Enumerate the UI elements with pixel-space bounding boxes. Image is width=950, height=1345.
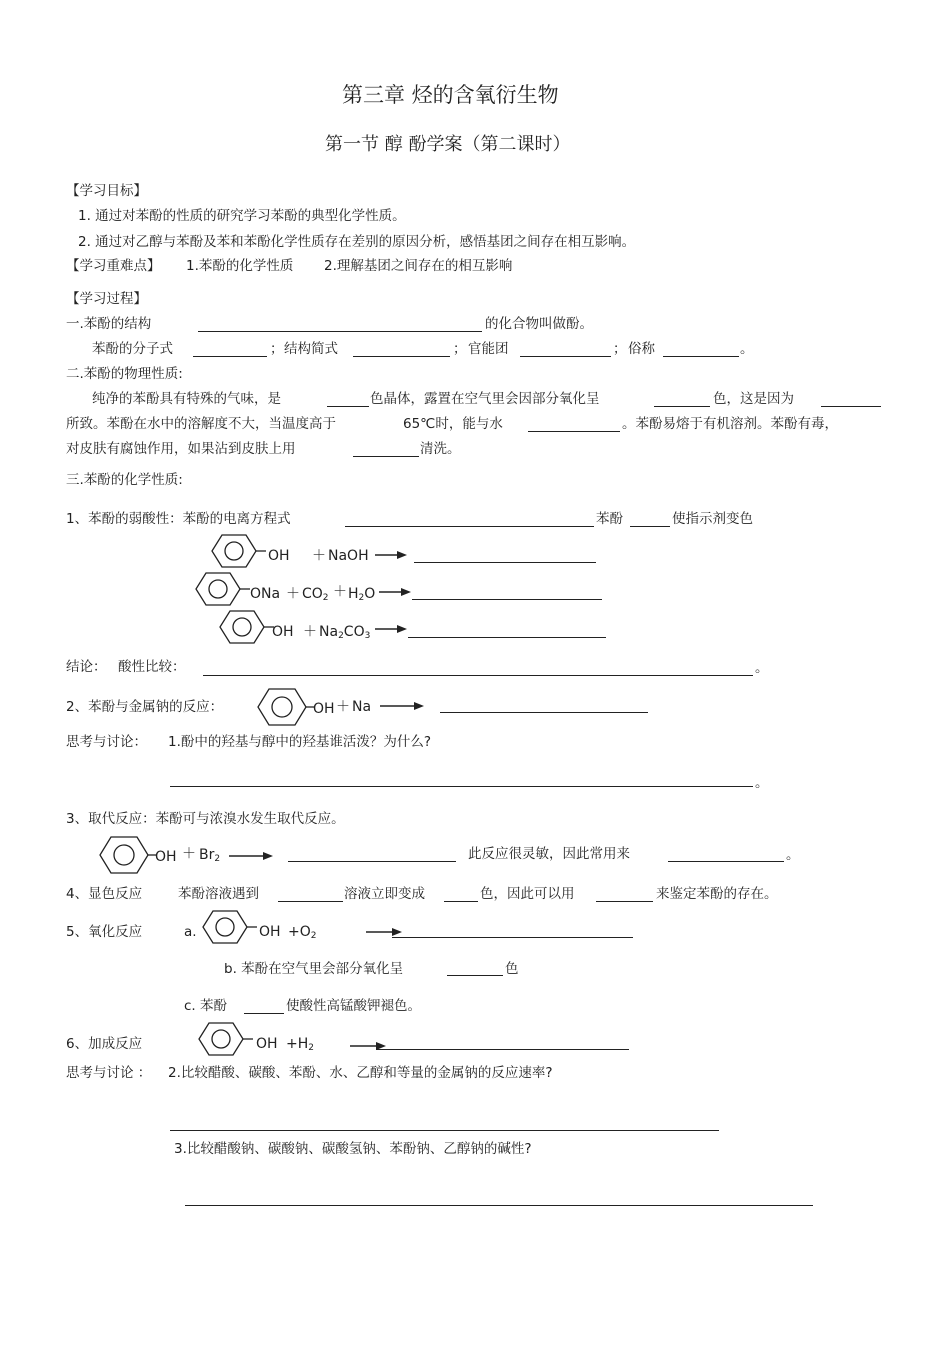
goals-heading: 【学习目标】 bbox=[66, 183, 147, 199]
s2-line2b: 65℃时，能与水 bbox=[403, 416, 503, 432]
benzene-ring-icon bbox=[220, 609, 272, 645]
key-point-1: 1.苯酚的化学性质 bbox=[186, 258, 294, 274]
s2-line2a: 所致。苯酚在水中的溶解度不大，当温度高于 bbox=[66, 416, 336, 432]
s2-heading: 二.苯酚的物理性质: bbox=[66, 366, 183, 382]
blank-product-br[interactable] bbox=[288, 861, 456, 862]
r3-end: 。 bbox=[786, 847, 800, 863]
hydrogen: $+H_2$ bbox=[286, 1036, 314, 1053]
bromine: $Br_2$ bbox=[199, 847, 221, 864]
blank-wash[interactable] bbox=[353, 456, 419, 457]
blank-product-h2[interactable] bbox=[376, 1049, 629, 1050]
r5-b: b. 苯酚在空气里会部分氧化呈 bbox=[224, 961, 404, 977]
blank-crystal-color[interactable] bbox=[327, 406, 369, 407]
r4-text-a: 苯酚溶液遇到 bbox=[178, 886, 259, 902]
benzene-ring-icon bbox=[196, 571, 248, 607]
na2co3: $Na_2CO_3$ bbox=[319, 624, 371, 641]
arrow-right-icon bbox=[229, 850, 273, 862]
arrow-right-icon bbox=[350, 1040, 386, 1052]
blank-common[interactable] bbox=[663, 356, 739, 357]
s1-tail: 的化合物叫做酚。 bbox=[485, 316, 593, 332]
r5-c-end: 使酸性高锰酸钾褪色。 bbox=[286, 998, 421, 1014]
goal-item-2: 2. 通过对乙醇与苯酚及苯和苯酚化学性质存在差别的原因分析，感悟基团之间存在相互影响。 bbox=[78, 234, 636, 250]
s3-heading: 三.苯酚的化学性质: bbox=[66, 472, 183, 488]
conclusion-label: 结论： bbox=[66, 659, 107, 675]
oh-group: OH bbox=[268, 548, 290, 564]
r4-text-b: 溶液立即变成 bbox=[344, 886, 425, 902]
goal-item-1: 1. 通过对苯酚的性质的研究学习苯酚的典型化学性质。 bbox=[78, 208, 406, 224]
plus-sign: ＋ bbox=[333, 584, 347, 600]
benzene-ring-icon bbox=[203, 909, 255, 945]
formula-label: 苯酚的分子式 bbox=[92, 341, 173, 357]
r5-label: 5、氧化反应 bbox=[66, 924, 143, 940]
sep-1: ； bbox=[270, 341, 284, 357]
blank-functional[interactable] bbox=[520, 356, 611, 357]
chapter-title: 第三章 烃的含氧衍生物 bbox=[342, 83, 559, 107]
s2-line2c: 。苯酚易熔于有机溶剂。苯酚有毒， bbox=[622, 416, 838, 432]
sep-2: ； bbox=[453, 341, 467, 357]
sep-3: ； bbox=[613, 341, 627, 357]
s2-line3b: 清洗。 bbox=[420, 441, 461, 457]
benzene-ring-icon bbox=[199, 1021, 251, 1057]
oh-group: OH bbox=[256, 1036, 278, 1052]
r1-text: 1、苯酚的弱酸性：苯酚的电离方程式 bbox=[66, 511, 291, 527]
blank-answer-2[interactable] bbox=[170, 1130, 719, 1131]
benzene-ring-icon bbox=[100, 835, 152, 875]
r5-a: a. bbox=[184, 924, 197, 940]
r5-b-end: 色 bbox=[505, 961, 519, 977]
blank-reason[interactable] bbox=[821, 406, 881, 407]
r6-label: 6、加成反应 bbox=[66, 1036, 143, 1052]
benzene-ring-icon bbox=[212, 533, 264, 569]
conclusion-end: 。 bbox=[755, 660, 769, 676]
s2-line1c: 色，这是因为 bbox=[713, 391, 794, 407]
plus-sign: ＋ bbox=[303, 624, 317, 640]
blank-structure[interactable] bbox=[353, 356, 450, 357]
co2: $CO_2$ bbox=[302, 586, 329, 603]
blank-usage[interactable] bbox=[668, 861, 784, 862]
oh-group: OH bbox=[259, 924, 281, 940]
blank-answer-3[interactable] bbox=[185, 1205, 813, 1206]
think-label: 思考与讨论： bbox=[66, 734, 147, 750]
common-label: 俗称 bbox=[628, 341, 655, 357]
blank-identify[interactable] bbox=[596, 901, 653, 902]
s1-heading: 一.苯酚的结构 bbox=[66, 316, 152, 332]
plus-sign: ＋ bbox=[336, 699, 350, 715]
r4-text-c: 色，因此可以用 bbox=[480, 886, 575, 902]
ona-group: ONa bbox=[250, 586, 281, 602]
blank-oxidized-color[interactable] bbox=[654, 406, 710, 407]
process-heading: 【学习过程】 bbox=[66, 291, 147, 307]
blank-answer-1[interactable] bbox=[170, 786, 753, 787]
blank-reagent[interactable] bbox=[278, 901, 343, 902]
r4-text-d: 来鉴定苯酚的存在。 bbox=[656, 886, 778, 902]
answer-1-end: 。 bbox=[755, 775, 769, 791]
naoh: NaOH bbox=[328, 548, 369, 564]
sodium: Na bbox=[352, 699, 372, 715]
think-label-2: 思考与讨论 ： bbox=[66, 1065, 152, 1081]
blank-product-naoh[interactable] bbox=[414, 562, 596, 563]
question-1: 1.酚中的羟基与醇中的羟基谁活泼？为什么? bbox=[168, 734, 432, 750]
blank-kmno4[interactable] bbox=[244, 1013, 284, 1014]
question-2: 2.比较醋酸、碳酸、苯酚、水、乙醇和等量的金属钠的反应速率? bbox=[168, 1065, 553, 1081]
plus-sign: ＋ bbox=[286, 586, 300, 602]
blank-product-co2[interactable] bbox=[412, 599, 602, 600]
blank-product-o2[interactable] bbox=[392, 937, 633, 938]
structure-label: 结构简式 bbox=[284, 341, 338, 357]
blank-acidity[interactable] bbox=[203, 675, 753, 676]
key-point-2: 2.理解基团之间存在的相互影响 bbox=[324, 258, 513, 274]
r4-label: 4、显色反应 bbox=[66, 886, 143, 902]
r5-c: c. 苯酚 bbox=[184, 998, 228, 1014]
conclusion-text: 酸性比较： bbox=[118, 659, 186, 675]
r1-phenol: 苯酚 bbox=[596, 511, 623, 527]
plus-sign: ＋ bbox=[312, 548, 326, 564]
r2-text: 2、苯酚与金属钠的反应： bbox=[66, 699, 224, 715]
s2-line1a: 纯净的苯酚具有特殊的气味，是 bbox=[92, 391, 281, 407]
benzene-ring-icon bbox=[258, 687, 310, 727]
s2-line3a: 对皮肤有腐蚀作用，如果沾到皮肤上用 bbox=[66, 441, 296, 457]
blank-color[interactable] bbox=[444, 901, 478, 902]
blank-oxidation-color[interactable] bbox=[447, 975, 503, 976]
oxygen: $+O_2$ bbox=[288, 924, 317, 941]
functional-label: 官能团 bbox=[468, 341, 509, 357]
s1-end: 。 bbox=[740, 341, 754, 357]
oh-group: OH bbox=[272, 624, 294, 640]
blank-ionization[interactable] bbox=[345, 526, 594, 527]
blank-indicator[interactable] bbox=[630, 526, 670, 527]
oh-group: OH bbox=[155, 849, 177, 865]
arrow-right-icon bbox=[375, 623, 407, 635]
s2-line1b: 色晶体，露置在空气里会因部分氧化呈 bbox=[370, 391, 600, 407]
key-points-label: 【学习重难点】 bbox=[66, 258, 161, 274]
r3-sensitive: 此反应很灵敏，因此常用来 bbox=[468, 846, 630, 862]
plus-sign: ＋ bbox=[182, 846, 196, 862]
oh-group: OH bbox=[313, 701, 335, 717]
section-title: 第一节 醇 酚学案（第二课时） bbox=[325, 134, 571, 155]
blank-definition[interactable] bbox=[198, 331, 482, 332]
blank-solubility[interactable] bbox=[528, 431, 620, 432]
blank-formula[interactable] bbox=[193, 356, 267, 357]
blank-product-na2co3[interactable] bbox=[408, 637, 606, 638]
r1-indicator: 使指示剂变色 bbox=[672, 511, 753, 527]
blank-product-na[interactable] bbox=[440, 712, 648, 713]
arrow-right-icon bbox=[380, 700, 424, 712]
arrow-right-icon bbox=[379, 586, 411, 598]
water: $H_2O$ bbox=[348, 586, 376, 603]
question-3: 3.比较醋酸钠、碳酸钠、碳酸氢钠、苯酚钠、乙醇钠的碱性? bbox=[174, 1141, 532, 1157]
arrow-right-icon bbox=[375, 549, 407, 561]
r3-text: 3、取代反应：苯酚可与浓溴水发生取代反应。 bbox=[66, 811, 345, 827]
